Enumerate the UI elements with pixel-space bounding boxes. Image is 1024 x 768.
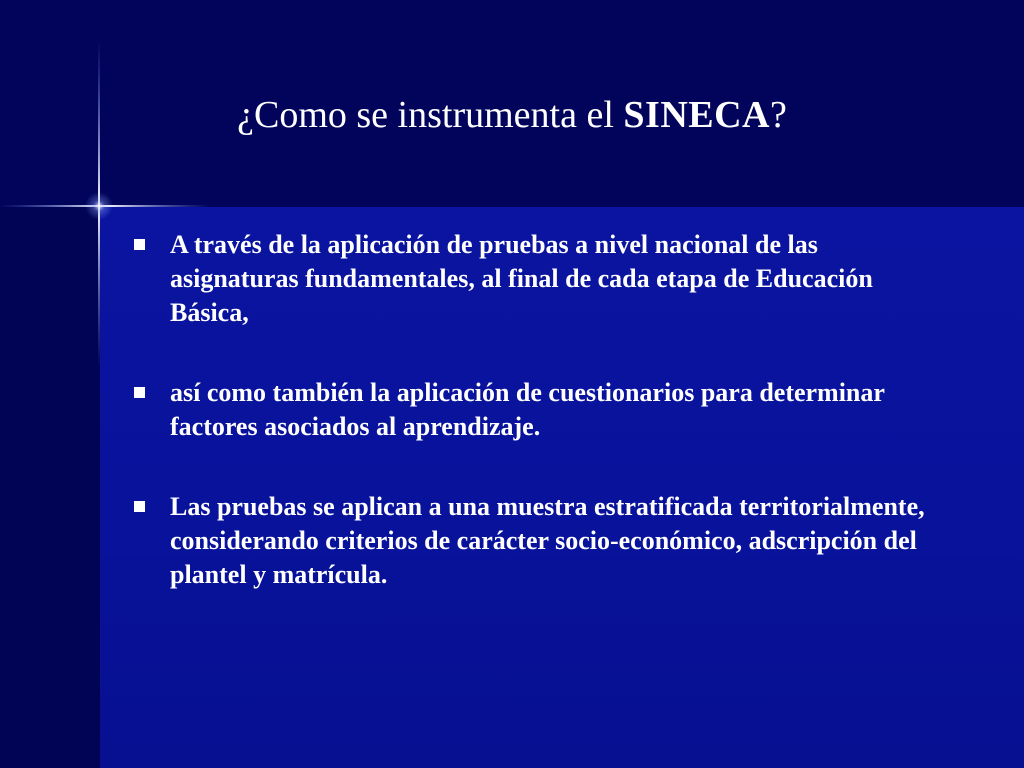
left-band [0, 207, 100, 768]
square-bullet-icon [134, 501, 145, 512]
bullet-list [130, 228, 950, 592]
list-item [130, 376, 950, 444]
square-bullet-icon [134, 239, 145, 250]
bullet-text: Las pruebas se aplican a una muestra estratificada territorialmente, considerando criterios de carácter socio-económico, adscripción del plantel y matrícula. [170, 492, 925, 589]
bullet-text: A través de la aplicación de pruebas a nivel nacional de las asignaturas fundamentales, al final de cada etapa de Educación Básica, [170, 230, 873, 327]
square-bullet-icon [134, 387, 145, 398]
title-prefix: ¿Como se instrumenta el [237, 94, 624, 136]
list-item [130, 228, 950, 330]
bullet-text: así como también la aplicación de cuestionarios para determinar factores asociados al aprendizaje. [170, 378, 885, 441]
title-suffix: ? [770, 94, 787, 136]
list-item [130, 490, 950, 592]
page-title [0, 92, 1024, 138]
title-emphasis: SINECA [623, 94, 770, 136]
